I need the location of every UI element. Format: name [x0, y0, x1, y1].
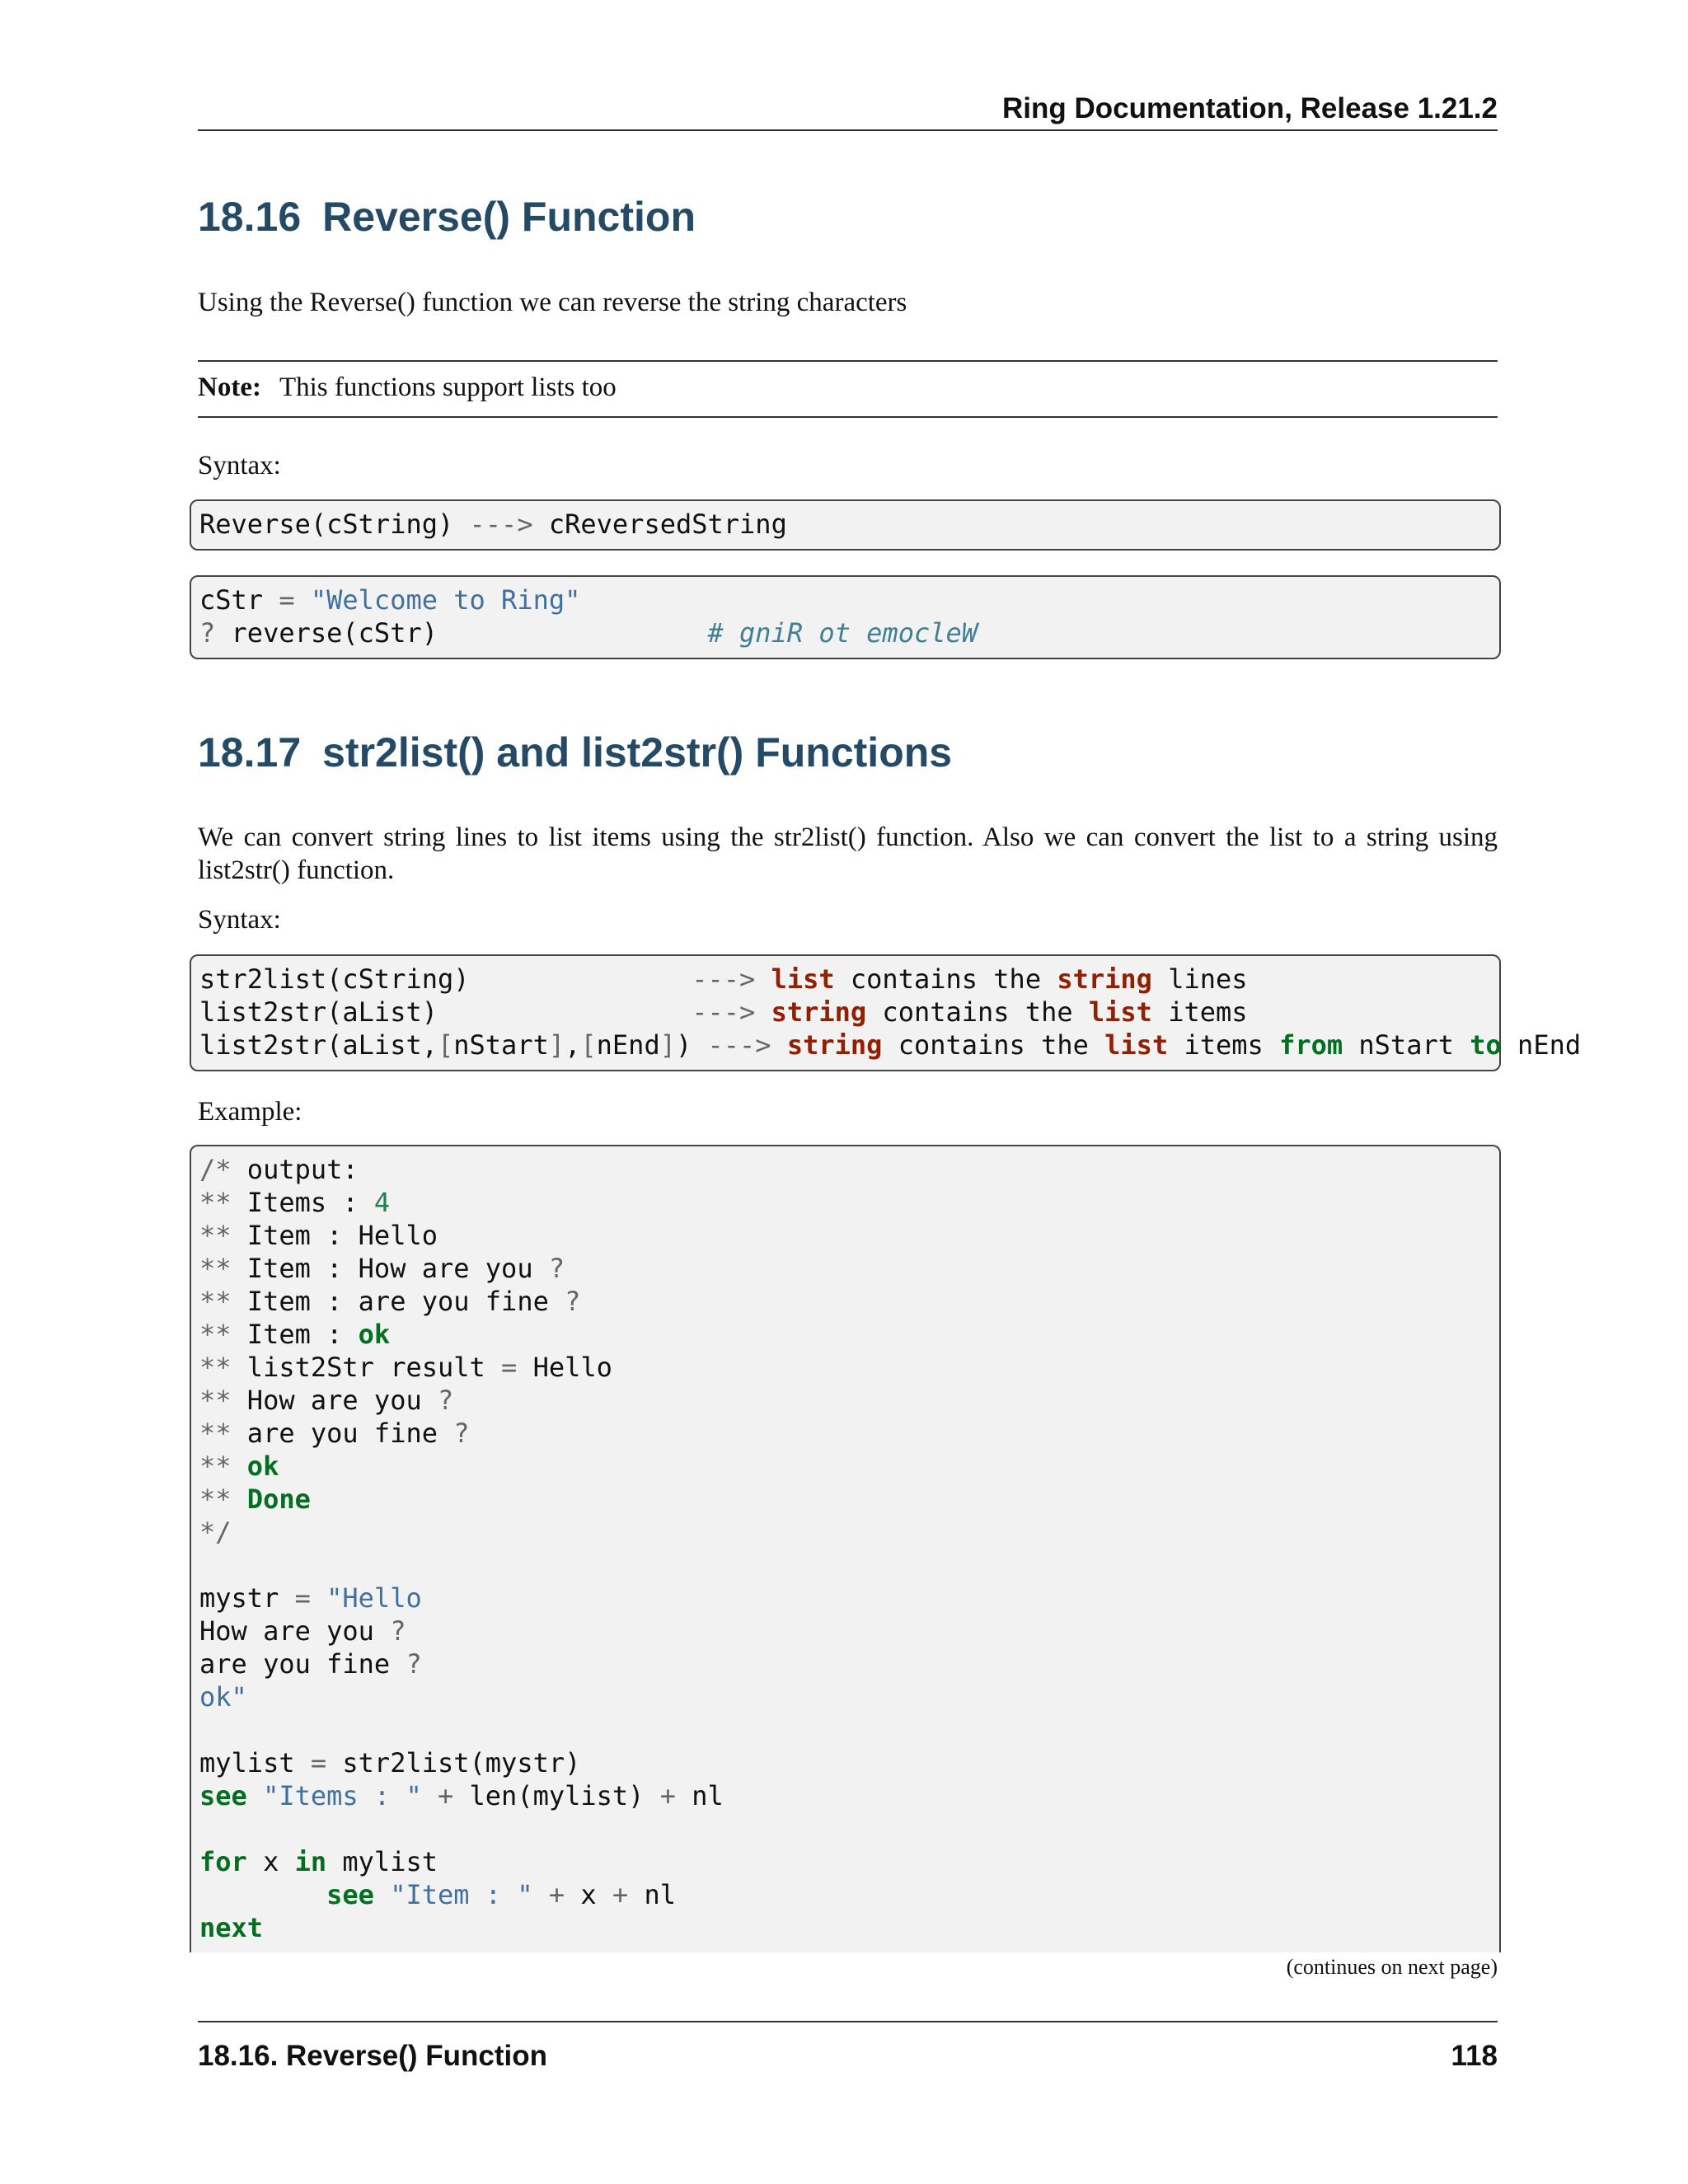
reverse-syntax-code-block: [190, 499, 1501, 551]
code-text: str2list(cString) ---> list contains the string lines list2str(aList) ---> string contains the list items list2str(aList,[nStart],[nEnd]) ---> string contains the list items from nStart to nEnd: [199, 963, 1582, 1061]
reverse-example-code-block: [190, 575, 1501, 659]
section-title: str2list() and list2str() Functions: [322, 729, 953, 776]
section-heading-reverse: [198, 193, 696, 241]
note-label: Note:: [198, 373, 261, 402]
footer-rule: [198, 2021, 1498, 2022]
code-text: cStr = "Welcome to Ring" ? reverse(cStr) # gniR ot emocleW: [199, 584, 978, 649]
note-box: [198, 360, 1498, 418]
str2list-example-code-block: [190, 1145, 1501, 1952]
section-number: 18.17: [198, 729, 302, 776]
section-title: Reverse() Function: [322, 194, 696, 240]
reverse-intro-text: Using the Reverse() function we can reverse the string characters: [198, 288, 907, 317]
continues-note: (continues on next page): [1286, 1955, 1498, 1979]
code-text: /* output: ** Items : 4 ** Item : Hello ** Item : How are you ? ** Item : are you fine ? ** Item : ok ** list2Str result = Hello ** How are you ? ** are you fine ? ** ok ** Done */ mystr = "Hello How are you ? are you fine ? ok" mylist = str2list(mystr) see "Items : " + len(mylist) + nl for x in mylist see "Item : " + x + nl next: [199, 1154, 724, 1943]
str2list-intro-text: We can convert string lines to list items using the str2list() function. Also we can convert the list to a string using list2str() function.: [198, 823, 1498, 885]
section-number: 18.16: [198, 194, 302, 240]
page-number: 118: [1451, 2040, 1498, 2072]
str2list-syntax-code-block: [190, 954, 1582, 1071]
example-label: Example:: [198, 1097, 302, 1127]
syntax-label: Syntax:: [198, 451, 281, 480]
running-header: Ring Documentation, Release 1.21.2: [1001, 92, 1498, 124]
code-text: Reverse(cString) ---> cReversedString: [199, 509, 787, 540]
header-rule: [198, 129, 1498, 131]
syntax-label: Syntax:: [198, 905, 281, 935]
footer-section-title: 18.16. Reverse() Function: [198, 2040, 548, 2072]
note-text: This functions support lists too: [279, 373, 617, 402]
section-heading-str2list: [198, 729, 952, 776]
